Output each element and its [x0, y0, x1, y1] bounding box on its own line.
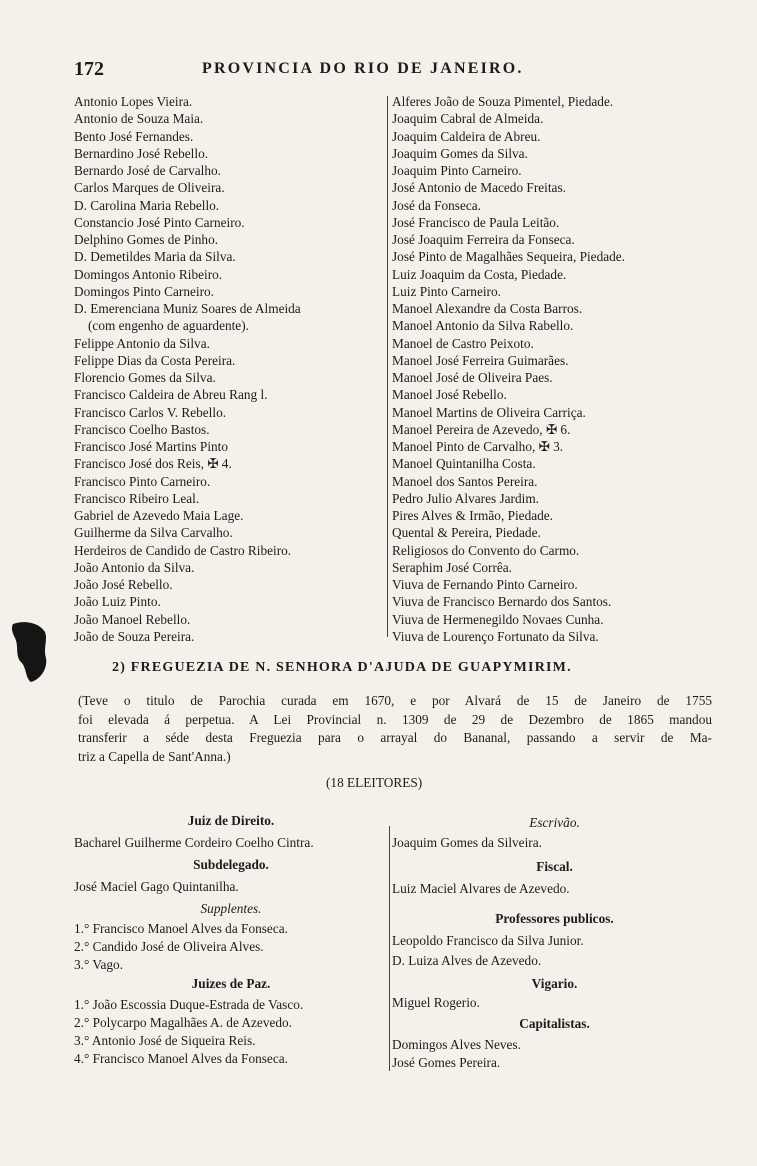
supplente-2: 2.° Candido José de Oliveira Alves.: [74, 939, 264, 954]
name-entry: Manoel Pinto de Carvalho, ✠ 3.: [392, 439, 564, 454]
name-entry: Religiosos do Convento do Carmo.: [392, 542, 580, 558]
name-entry: Francisco José dos Reis, ✠ 4.: [74, 456, 232, 472]
name-entry: Francisco Coelho Bastos.: [74, 421, 210, 437]
name-entry: Viuva de Francisco Bernardo dos Santos.: [392, 594, 612, 610]
name-entry: D. Emerenciana Muniz Soares de Almeida: [74, 301, 301, 316]
juiz-paz-3: 3.° Antonio José de Siqueira Reis.: [74, 1033, 256, 1048]
name-entry: Francisco Pinto Carneiro.: [74, 473, 211, 489]
name-entry: Felippe Dias da Costa Pereira.: [74, 352, 236, 368]
subdelegado-name: José Maciel Gago Quintanilha.: [74, 879, 239, 894]
name-entry: Joaquim Gomes da Silva.: [392, 145, 528, 161]
juiz-paz-1: 1.° João Escossia Duque-Estrada de Vasco.: [74, 997, 304, 1012]
name-entry: João Manoel Rebello.: [74, 611, 191, 627]
name-entry: Viuva de Lourenço Fortunato da Silva.: [392, 628, 599, 644]
name-entry: Carlos Marques de Oliveira.: [74, 180, 225, 196]
name-entry: Luiz Joaquim da Costa, Piedade.: [392, 266, 567, 282]
fiscal-heading: Fiscal.: [536, 859, 573, 874]
electores-count: (18 ELEITORES): [326, 775, 423, 790]
name-entry: Manoel Antonio da Silva Rabello.: [392, 318, 574, 334]
subdelegado-heading: Subdelegado.: [193, 857, 269, 872]
name-entry: José Antonio de Macedo Freitas.: [392, 180, 566, 196]
name-entry: Manoel José Rebello.: [392, 387, 507, 403]
page-number: 172: [74, 58, 104, 80]
vigario-heading: Vigario.: [531, 976, 578, 991]
name-entry: Viuva de Hermenegildo Novaes Cunha.: [392, 611, 604, 627]
name-entry: D. Demetildes Maria da Silva.: [74, 249, 236, 265]
name-entry: Francisco Carlos V. Rebello.: [74, 404, 227, 420]
escrivao-heading: Escrivão.: [529, 815, 580, 830]
name-entry: Manoel Pereira de Azevedo, ✠ 6.: [392, 421, 571, 437]
name-entry: José Joaquim Ferreira da Fonseca.: [392, 232, 575, 247]
name-entry: Manoel Alexandre da Costa Barros.: [392, 301, 583, 316]
running-title: PROVINCIA DO RIO DE JANEIRO.: [202, 60, 524, 77]
name-entry: Domingos Antonio Ribeiro.: [74, 266, 223, 282]
professores-heading: Professores publicos.: [495, 911, 614, 926]
name-entry: Joaquim Cabral de Almeida.: [392, 111, 544, 127]
name-entry: Luiz Pinto Carneiro.: [392, 283, 501, 299]
juiz-direito-heading: Juiz de Direito.: [187, 813, 275, 828]
name-entry: Felippe Antonio da Silva.: [74, 335, 210, 351]
professor-2: D. Luiza Alves de Azevedo.: [392, 953, 542, 968]
supplente-3: 3.° Vago.: [74, 957, 124, 972]
name-entry: Francisco Ribeiro Leal.: [74, 490, 200, 506]
name-entry: Bento José Fernandes.: [74, 128, 194, 144]
name-entry: Herdeiros de Candido de Castro Ribeiro.: [74, 542, 292, 558]
name-entry: Delphino Gomes de Pinho.: [74, 232, 219, 247]
capitalista-1: Domingos Alves Neves.: [392, 1037, 521, 1052]
name-entry: Francisco José Martins Pinto: [74, 439, 229, 454]
name-entry: Antonio Lopes Vieira.: [74, 94, 193, 109]
supplente-1: 1.° Francisco Manoel Alves da Fonseca.: [74, 921, 288, 936]
name-entry: José Pinto de Magalhães Sequeira, Piedade.: [392, 249, 626, 265]
officials-right-column: [392, 0, 717, 1166]
paragraph-line: triz a Capella de Sant'Anna.): [78, 748, 231, 764]
name-entry: Domingos Pinto Carneiro.: [74, 283, 214, 299]
paragraph-line: foi elevada á perpetua. A Lei Provincial n. 1309 de 29 de Dezembro de 1865 mandou: [78, 711, 712, 727]
name-entry: Viuva de Fernando Pinto Carneiro.: [392, 577, 578, 592]
name-entry: João de Souza Pereira.: [74, 628, 195, 644]
name-entry: Joaquim Caldeira de Abreu.: [392, 128, 541, 144]
juiz-paz-4: 4.° Francisco Manoel Alves da Fonseca.: [74, 1051, 288, 1066]
vigario-name: Miguel Rogerio.: [392, 995, 480, 1010]
name-entry: Quental & Pereira, Piedade.: [392, 525, 541, 541]
juiz-paz-2: 2.° Polycarpo Magalhães A. de Azevedo.: [74, 1015, 293, 1030]
name-entry: Joaquim Pinto Carneiro.: [392, 163, 522, 178]
name-entry: Manoel dos Santos Pereira.: [392, 473, 538, 489]
name-entry: Pedro Julio Alvares Jardim.: [392, 490, 539, 506]
name-entry: João Antonio da Silva.: [74, 559, 195, 575]
professor-1: Leopoldo Francisco da Silva Junior.: [392, 933, 584, 948]
juiz-direito-name: Bacharel Guilherme Cordeiro Coelho Cintra.: [74, 835, 314, 850]
paragraph-line: transferir a séde desta Freguezia para o arrayal do Bananal, passando a servir de Ma-: [78, 730, 712, 745]
name-entry: Pires Alves & Irmão, Piedade.: [392, 508, 554, 523]
name-entry: Gabriel de Azevedo Maia Lage.: [74, 508, 244, 523]
name-entry: José Francisco de Paula Leitão.: [392, 214, 560, 230]
name-entry: Bernardo José de Carvalho.: [74, 163, 221, 178]
name-entry: Seraphim José Corrêa.: [392, 559, 513, 575]
officials-column-divider: [389, 826, 390, 1071]
fiscal-name: Luiz Maciel Alvares de Azevedo.: [392, 881, 570, 896]
name-entry: Manoel Martins de Oliveira Carriça.: [392, 404, 586, 420]
escrivao-name: Joaquim Gomes da Silveira.: [392, 835, 542, 850]
name-entry: (com engenho de aguardente).: [88, 318, 249, 334]
name-entry: Guilherme da Silva Carvalho.: [74, 525, 233, 541]
paragraph-line: (Teve o titulo de Parochia curada em 1670, e por Alvará de 15 de Janeiro de 1755: [78, 693, 712, 708]
name-entry: José da Fonseca.: [392, 197, 481, 213]
name-entry: Manoel Quintanilha Costa.: [392, 456, 536, 472]
name-entry: Manoel José Ferreira Guimarães.: [392, 352, 569, 368]
name-entry: Antonio de Souza Maia.: [74, 111, 204, 127]
name-entry: Alferes João de Souza Pimentel, Piedade.: [392, 94, 614, 109]
name-entry: Manoel de Castro Peixoto.: [392, 335, 534, 351]
name-entry: Francisco Caldeira de Abreu Rang l.: [74, 387, 268, 403]
capitalista-2: José Gomes Pereira.: [392, 1055, 501, 1070]
officials-left-column: [74, 0, 388, 1166]
name-entry: Florencio Gomes da Silva.: [74, 370, 216, 385]
ink-blot: [9, 618, 49, 684]
juizes-paz-heading: Juizes de Paz.: [191, 976, 271, 991]
supplentes-heading: Supplentes.: [200, 901, 262, 916]
name-entry: D. Carolina Maria Rebello.: [74, 197, 220, 213]
name-entry: Constancio José Pinto Carneiro.: [74, 214, 245, 230]
name-entry: Bernardino José Rebello.: [74, 145, 209, 161]
capitalistas-heading: Capitalistas.: [519, 1016, 590, 1031]
section-heading: 2) FREGUEZIA DE N. SENHORA D'AJUDA DE GUAPYMIRIM.: [112, 660, 572, 675]
name-entry: João Luiz Pinto.: [74, 594, 161, 610]
name-entry: Manoel José de Oliveira Paes.: [392, 370, 553, 385]
name-entry: João José Rebello.: [74, 577, 173, 592]
